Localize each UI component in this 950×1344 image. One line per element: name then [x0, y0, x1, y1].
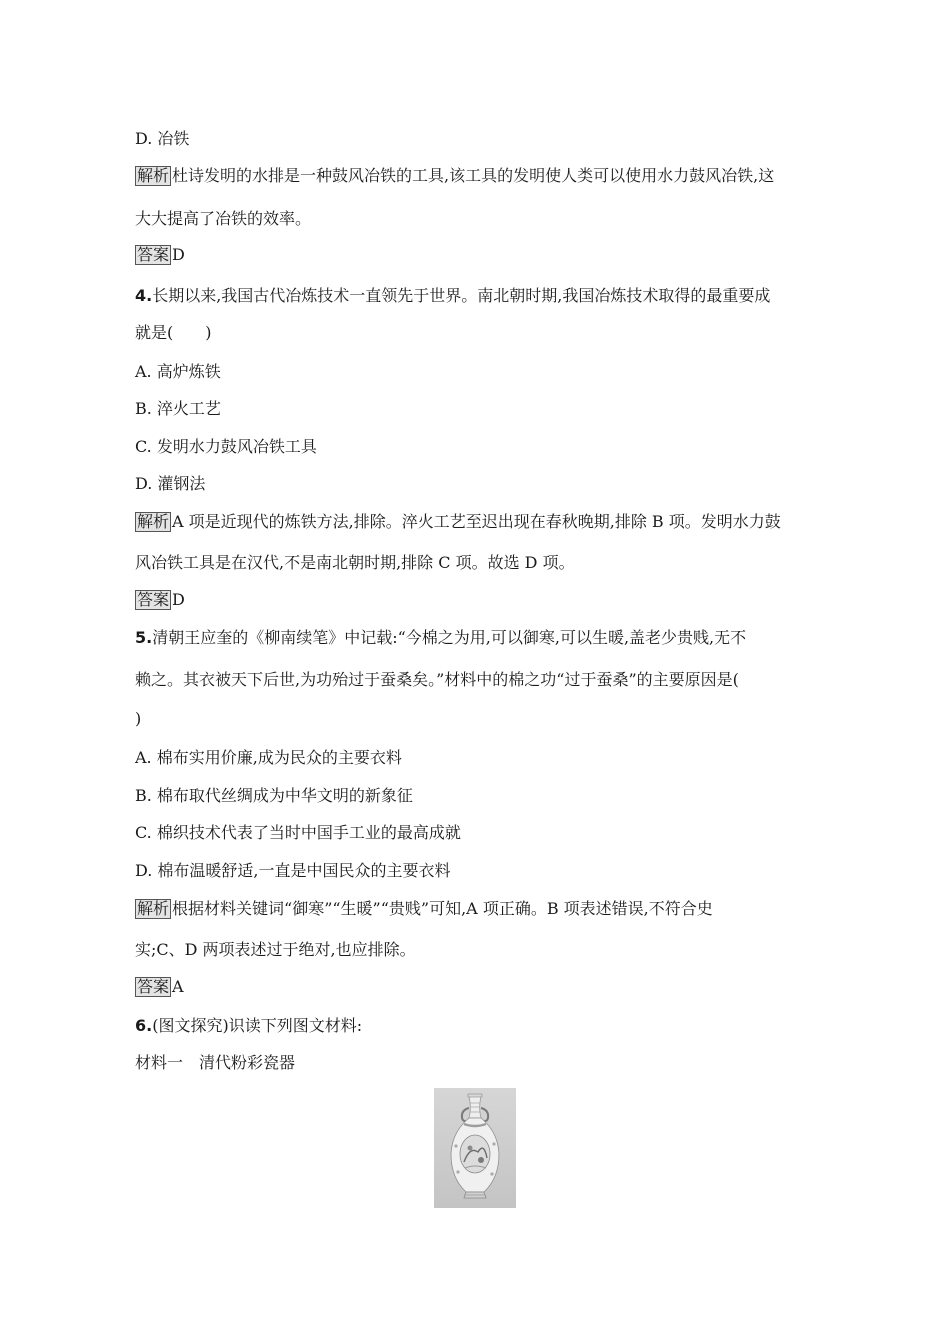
- answer-tag: 答案: [137, 590, 170, 609]
- analysis-tag: 解析: [137, 899, 170, 918]
- q6-stem: [135, 1016, 362, 1036]
- q5-option-c: C. 棉织技术代表了当时中国手工业的最高成就: [135, 823, 461, 842]
- analysis-text: 根据材料关键词“御寒”“生暖”“贵贱”可知,A 项正确。B 项表述错误,不符合史: [172, 899, 713, 918]
- q5-option-d: D. 棉布温暖舒适,一直是中国民众的主要衣料: [135, 861, 451, 880]
- analysis-text: A 项是近现代的炼铁方法,排除。淬火工艺至迟出现在春秋晚期,排除 B 项。发明水力鼓: [172, 512, 781, 531]
- q5-analysis-line1: [135, 899, 713, 919]
- question-stem: 清朝王应奎的《柳南续笔》中记载:“今棉之为用,可以御寒,可以生暖,盖老少贵贱,无不: [152, 628, 747, 647]
- question-stem: (图文探究)识读下列图文材料:: [152, 1016, 363, 1035]
- answer-value: D: [172, 590, 185, 609]
- analysis-tag: 解析: [137, 166, 170, 185]
- q5-stem-line2: 赖之。其衣被天下后世,为功殆过于蚕桑矣。”材料中的棉之功“过于蚕桑”的主要原因是(: [135, 670, 739, 689]
- q5-analysis-line2: 实;C、D 两项表述过于绝对,也应排除。: [135, 940, 416, 959]
- question-stem: 长期以来,我国古代冶炼技术一直领先于世界。南北朝时期,我国冶炼技术取得的最重要成: [152, 286, 771, 305]
- q4-stem-line1: [135, 286, 770, 306]
- q6-material1-caption: 材料一 清代粉彩瓷器: [135, 1053, 296, 1072]
- q4-option-d: D. 灌钢法: [135, 474, 206, 493]
- q5-stem-line1: [135, 628, 746, 648]
- question-number: 5.: [135, 628, 153, 647]
- q4-option-b: B. 淬火工艺: [135, 399, 221, 418]
- q5-stem-line3: ): [135, 709, 142, 728]
- q5-option-a: A. 棉布实用价廉,成为民众的主要衣料: [135, 748, 402, 767]
- answer-tag: 答案: [137, 245, 170, 264]
- q3-analysis-line2: 大大提高了冶铁的效率。: [135, 209, 312, 228]
- q4-option-a: A. 高炉炼铁: [135, 362, 221, 381]
- vase-illustration: [434, 1088, 516, 1208]
- q3-answer: [135, 245, 185, 265]
- q4-answer: [135, 590, 185, 610]
- analysis-text: 杜诗发明的水排是一种鼓风冶铁的工具,该工具的发明使人类可以使用水力鼓风冶铁,这: [172, 166, 775, 185]
- answer-value: D: [172, 245, 185, 264]
- porcelain-vase-image: [434, 1088, 516, 1208]
- answer-value: A: [172, 977, 184, 996]
- q5-answer: [135, 977, 184, 997]
- q4-stem-line2: 就是( ): [135, 323, 212, 342]
- question-number: 4.: [135, 286, 153, 305]
- question-number: 6.: [135, 1016, 153, 1035]
- q4-analysis-line1: [135, 512, 781, 532]
- q5-option-b: B. 棉布取代丝绸成为中华文明的新象征: [135, 786, 413, 805]
- q3-option-d: D. 冶铁: [135, 129, 190, 148]
- answer-tag: 答案: [137, 977, 170, 996]
- q3-analysis-line1: [135, 166, 774, 186]
- q4-analysis-line2: 风冶铁工具是在汉代,不是南北朝时期,排除 C 项。故选 D 项。: [135, 553, 575, 572]
- analysis-tag: 解析: [137, 512, 170, 531]
- q4-option-c: C. 发明水力鼓风冶铁工具: [135, 437, 317, 456]
